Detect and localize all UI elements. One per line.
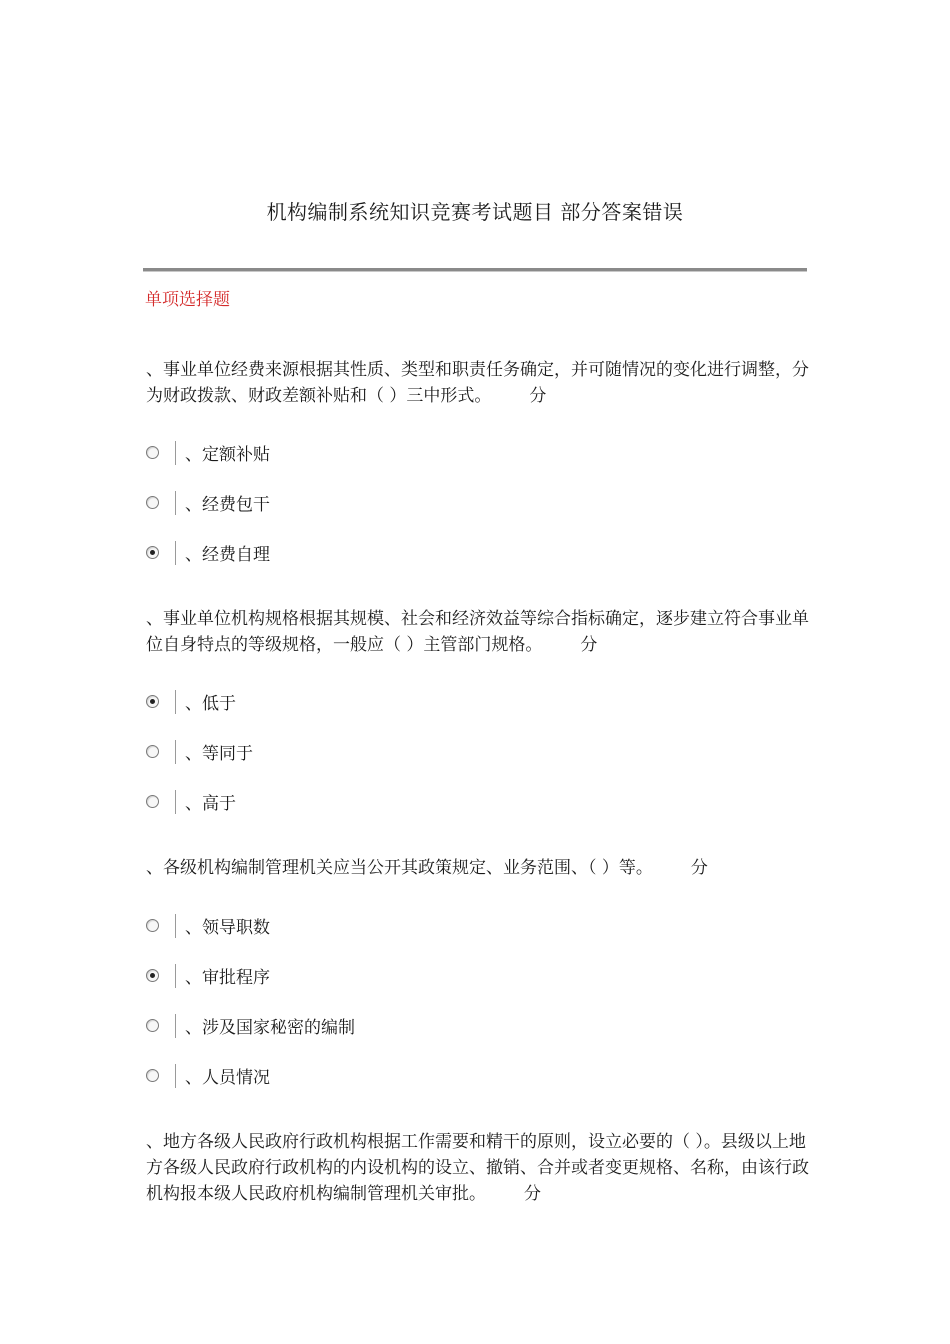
option-divider	[175, 690, 176, 714]
radio-button-selected[interactable]	[146, 969, 159, 982]
question-score: 分	[580, 635, 598, 655]
option-label: 、领导职数	[185, 918, 270, 938]
option-label: 、低于	[185, 694, 236, 714]
option-label: 、定额补贴	[185, 445, 270, 465]
option-divider	[175, 790, 176, 814]
radio-button[interactable]	[146, 795, 159, 808]
option-1-b[interactable]	[146, 496, 546, 526]
option-label: 、等同于	[185, 744, 253, 764]
section-title: 单项选择题	[145, 290, 230, 310]
radio-button[interactable]	[146, 919, 159, 932]
option-label: 、涉及国家秘密的编制	[185, 1018, 355, 1038]
question-text: 、各级机构编制管理机关应当公开其政策规定、业务范围、（ ）等。	[146, 858, 653, 878]
option-label: 、经费包干	[185, 495, 270, 515]
question-4	[146, 1129, 810, 1207]
radio-button[interactable]	[146, 1019, 159, 1032]
option-divider	[175, 491, 176, 515]
option-divider	[175, 740, 176, 764]
option-divider	[175, 541, 176, 565]
question-score: 分	[524, 1184, 541, 1204]
option-label: 、审批程序	[185, 968, 270, 988]
radio-button[interactable]	[146, 446, 159, 459]
question-text: 、地方各级人民政府行政机构根据工作需要和精干的原则，设立必要的（ ）。县级以上地方各级人民政府行政机构的内设机构的设立、撤销、合并或者变更规格、名称，由该行政机构报本级人民政府机构编制管理机关审批。	[146, 1132, 809, 1204]
option-label: 、人员情况	[185, 1068, 270, 1088]
question-3	[146, 855, 810, 881]
option-divider	[175, 964, 176, 988]
radio-button-selected[interactable]	[146, 546, 159, 559]
question-score: 分	[529, 386, 547, 406]
option-3-d[interactable]	[146, 1069, 546, 1099]
option-label: 、经费自理	[185, 545, 270, 565]
option-3-c[interactable]	[146, 1019, 546, 1049]
option-divider	[175, 1064, 176, 1088]
option-2-b[interactable]	[146, 745, 546, 775]
question-text: 、事业单位机构规格根据其规模、社会和经济效益等综合指标确定，逐步建立符合事业单位自身特点的等级规格，一般应（ ）主管部门规格。	[146, 609, 809, 655]
option-label: 、高于	[185, 794, 236, 814]
question-score: 分	[690, 858, 708, 878]
option-3-b[interactable]	[146, 969, 546, 999]
question-2	[146, 606, 810, 658]
option-2-a[interactable]	[146, 695, 546, 725]
page-title: 机构编制系统知识竞赛考试题目 部分答案错误	[266, 200, 684, 224]
header-divider	[143, 268, 807, 272]
option-2-c[interactable]	[146, 795, 546, 825]
question-1	[146, 357, 810, 409]
question-text: 、事业单位经费来源根据其性质、类型和职责任务确定，并可随情况的变化进行调整，分为财政拨款、财政差额补贴和（ ）三中形式。	[146, 360, 809, 406]
radio-button[interactable]	[146, 745, 159, 758]
option-divider	[175, 1014, 176, 1038]
option-1-c[interactable]	[146, 546, 546, 576]
option-3-a[interactable]	[146, 919, 546, 949]
radio-button-selected[interactable]	[146, 695, 159, 708]
option-divider	[175, 441, 176, 465]
option-1-a[interactable]	[146, 446, 546, 476]
option-divider	[175, 914, 176, 938]
radio-button[interactable]	[146, 496, 159, 509]
radio-button[interactable]	[146, 1069, 159, 1082]
